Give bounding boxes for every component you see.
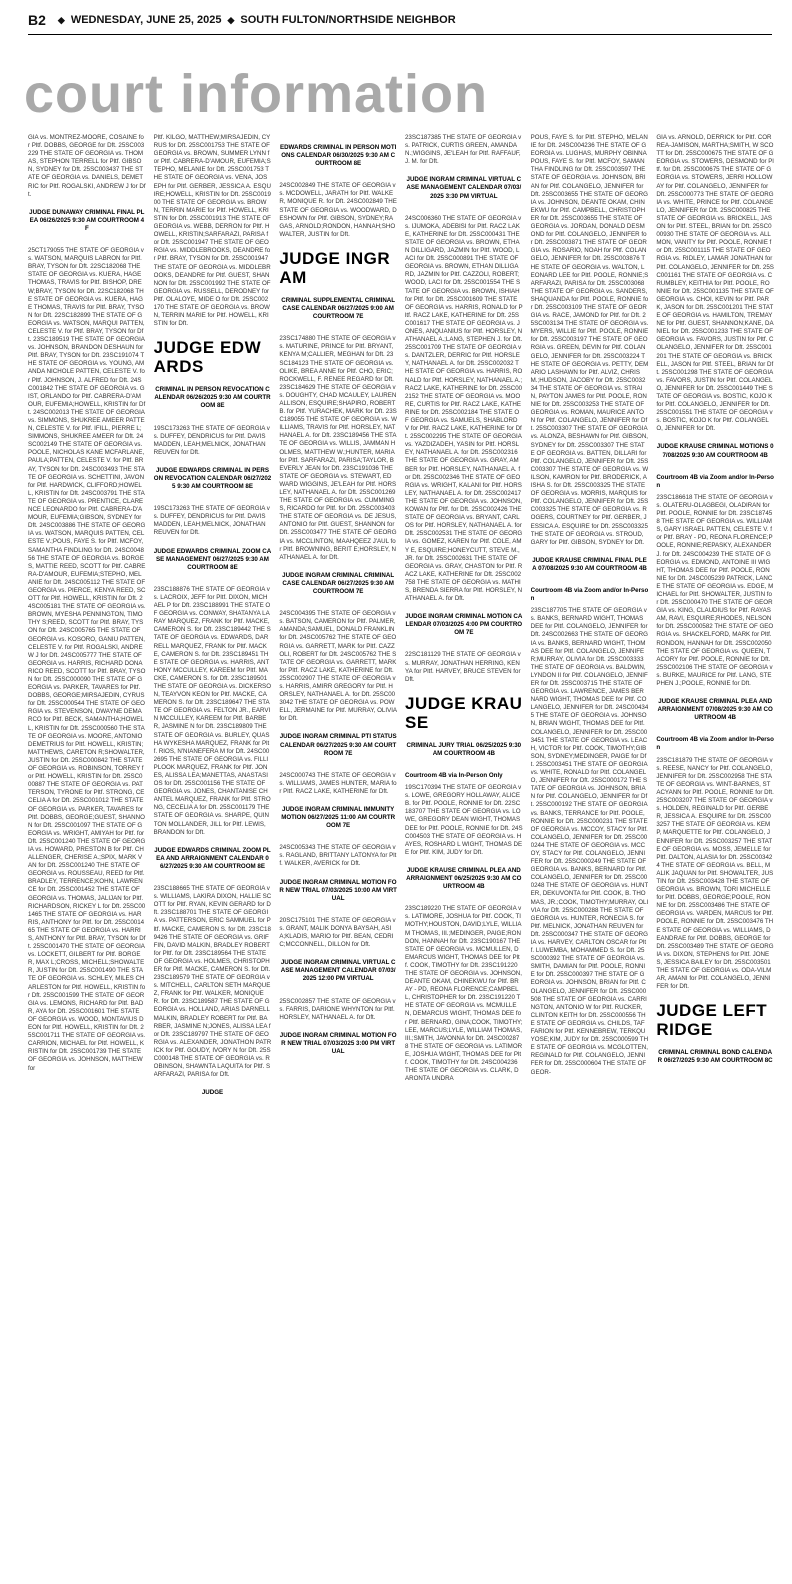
listing-text: GIA vs. ARNOLD, DERRICK for Pltf. CORREA-JAMISON, MARTHA;SMITH, W SCOTT for Dft. 25SC000675 THE STATE OF GEORGIA vs. STOWERS, DESMOND for Pltf. for Dft. 25SC000675 THE STATE OF GEORGIA vs. STOWERS, JERRI HOLLOWAY for Pltf. COLANGELO, JENNIFER for Dft. 25SC000773 THE STATE OF GEORGIA vs. WHITE, PRINCE for Pltf. COLANGELO, JENNIFER for Dft. 25SC000825 THE STATE OF GEORGIA vs. BRICKELL, JASON for Pltf. STEEL, BRIAN for Dft. 25SC000930 THE STATE OF GEORGIA vs. ALLMON, VANITY for Pltf. POOLE, RONNIE for Dft. 25SC001115 THE STATE OF GEORGIA vs. RIDLEY, LAMAR JONATHAN for Pltf. COLANGELO, JENNIFER for Dft. 25SC001161 THE STATE OF GEORGIA vs. CRUMBLEY, KEITHIA for Pltf. POOLE, RONNIE for Dft. 25SC001135 THE STATE OF GEORGIA vs. CHOI, KEVIN for Pltf. PARK, JASON for Dft. 25SC001201 THE STATE OF GEORGIA vs. HAMILTON, TREMAYNE for Pltf. GUEST, SHANNON;KANE, DANIEL for Dft. 25SC001233 THE STATE OF GEORGIA vs. FAVORS, JUSTIN for Pltf. COLANGELO, JENNIFER for Dft. 25SC001201 THE STATE OF GEORGIA vs. BRICKELL, JASON for Pltf. STEEL, BRIAN for Dft. 25SC001298 THE STATE OF GEORGIA vs. FAVORS, JUSTIN for Pltf. COLANGELO, JENNIFER for Dft. 25SC001449 THE STATE OF GEORGIA vs. BOSTIC, KOJO K for Pltf. COLANGELO, JENNIFER for Dft. 25SC001551 THE STATE OF GEORGIA vs. BOSTIC, KOJO K for Pltf. COLANGELO, JENNIFER for Dft. (656, 134, 774, 433)
calendar-heading: JUDGE (201, 1089, 224, 1097)
listing-text: 24SC005343 THE STATE OF GEORGIA vs. RAGLAND, BRITTANY LATONYA for Pltf. WALKER, AVERICK for Dft. (279, 844, 397, 868)
calendar-heading: CRIMINAL IN PERSON REVOCATION CALENDAR 06/26/2025 9:30 AM COURTROOM 8E (154, 386, 271, 410)
section-title: court information (24, 64, 488, 124)
calendar-heading: CRIMINAL JURY TRIAL 06/25/2025 9:30 AM COURTROOM 4B (406, 741, 522, 757)
listing-text: 20SC175101 THE STATE OF GEORGIA vs. GRANT, MALIK DONYA BAYSAH, ASIA;KLADIS, MARIO for Pltf. BEAN, CEDRIC;MCCONNELL, DILLON for Dft. (279, 916, 396, 949)
listing-text: GIA vs. MONTREZ-MOORE, COSAINE for Pltf. DOBBS, GEORGE for Dft. 25SC003229 THE STATE OF GEORGIA vs. THOMAS, STEPHON TERRELL for Pltf. GIBSON, SYDNEY for Dft. 25SC003437 THE STATE OF GEORGIA vs. DANIELS, DEMETRIC for Pltf. ROGALSKI, ANDREW J for Dft. (28, 134, 146, 198)
listing-text: Pltf. KILGO, MATTHEW;MIRSAJEDIN, CYRUS for Dft. 25SC001753 THE STATE OF GEORGIA vs. BROWN, SUMMER LYNN for Pltf. CABRERA-D'AMOUR, EUFEMIA;STEPHO, MELANIE for Dft. 25SC001753 THE STATE OF GEORGIA vs. VENA, JOSEPH for Pltf. GERBER, JESSICA A. ESQUIRE;HOWELL, KRISTIN for Dft. 25SC001900 THE STATE OF GEORGIA vs. BROWN, TERRIN MARIE for Pltf. HOWELL, KRISTIN for Dft. 25SC001913 THE STATE OF GEORGIA vs. WEBB, DERRON for Pltf. HOWELL, KRISTIN;SARFARAZI, PARISA for Dft. 25SC001947 THE STATE OF GEORGIA vs. MIDDLEBROOKS, DEANDRE for Pltf. BRAY, TYSON for Dft. 25SC001947 THE STATE OF GEORGIA vs. MIDDLEBROOKS, DEANDRE for Pltf. GUEST, SHANNON for Dft. 25SC001992 THE STATE OF GEORGIA vs. RUSSELL, DERODNEY for Pltf. OLALOYE, MIDE O for Dft. 25SC002170 THE STATE OF GEORGIA vs. BROWN, TERRIN MARIE for Pltf. HOWELL, KRISTIN for Dft. (153, 134, 271, 328)
calendar-heading: JUDGE EDWARDS CRIMINAL ZOOM CASE MANAGEMENT 06/27/2025 9:30 AM COURTROOM 8E (153, 547, 272, 571)
calendar-heading: JUDGE INGRAM CRIMINAL IMMUNITY MOTION 06/27/2025 11:00 AM COURTROOM 7E (281, 806, 396, 830)
column-2 (154, 134, 272, 1574)
calendar-heading: JUDGE INGRAM CRIMINAL CRIMINAL CASE CALENDAR 06/27/2025 9:30 AM COURTROOM 7E (282, 571, 395, 596)
calendar-heading: CRIMINAL CRIMINAL BOND CALENDAR 06/27/2025 9:30 AM COURTROOM 8C (657, 1049, 773, 1065)
listing-text: 24SC006360 THE STATE OF GEORGIA vs. IJUMOKA, ADEBISI for Pltf. RACZ LAKE, KATHERINE for Dft. 25SC000431 THE STATE OF GEORGIA vs. BROWN, ETHAN DILLIGARD, JAZMIN for Pltf. WOOD, LACI for Dft. 25SC000891 THE STATE OF GEORGIA vs. BROWN, ETHAN DILLIGARD, JAZMIN for Pltf. CAZZOLI, ROBERT;WOOD, LACI for Dft. 25SC001554 THE STATE OF GEORGIA vs. BROWN, ISHIAH for Pltf. for Dft. 25SC001609 THE STATE OF GEORGIA vs. HARRIS, RONALD for Pltf. RACZ LAKE, KATHERINE for Dft. 25SC001617 THE STATE OF GEORGIA vs. JONES, ANQUANIUS for Pltf. HORSLEY, NATHANAEL A.;LANG, STEPHEN J. for Dft. 25SC001709 THE STATE OF GEORGIA vs. DANTZLER, DERRIC for Pltf. HORSLEY, NATHANAEL A. for Dft. 25SC002032 THE STATE OF GEORGIA vs. HARRIS, RONALD for Pltf. HORSLEY, NATHANAEL A.;RACZ LAKE, KATHERINE for Dft. 25SC002152 THE STATE OF GEORGIA vs. MOORE, CURTIS for Pltf. RACZ LAKE, KATHERINE for Dft. 25SC002184 THE STATE OF GEORGIA vs. SAMUELS, SHABLORD V for Pltf. RACZ LAKE, KATHERINE for Dft. 25SC002295 THE STATE OF GEORGIA vs. YAZDIZADEH, YASIN for Pltf. HORSLEY, NATHANAEL A. for Dft. 25SC002316 THE STATE OF GEORGIA vs. GRAY, AMBER for Pltf. HORSLEY, NATHANAEL A. for Dft. 25SC002346 THE STATE OF GEORGIA vs. WRIGHT, KALANI for Pltf. HORSLEY, NATHANAEL A. for Dft. 25SC002417 THE STATE OF GEORGIA vs. JOHNSON, KOWAN for Pltf. for Dft. 25SC002426 THE STATE OF GEORGIA vs. BRYANT, CARLOS for Pltf. HORSLEY, NATHANAEL A. for Dft. 25SC002531 THE STATE OF GEORGIA vs. GOMEZ, KAREN for Pltf. COLE, AMY E, ESQUIRE;HONEYCUTT, STEVE M., JR. for Dft. 25SC002631 THE STATE OF GEORGIA vs. GRAY, CHASTON for Pltf. RACZ LAKE, KATHERINE for Dft. 25SC002758 THE STATE OF GEORGIA vs. MATHIS, BRENDA SIERRA for Pltf. HORSLEY, NATHANAEL A. for Dft. (404, 214, 523, 603)
calendar-heading: JUDGE KRAUSE CRIMINAL PLEA AND ARRAIGNMENT 06/25/2025 9:30 AM COURTROOM 4B (406, 866, 522, 891)
column-4 (405, 134, 523, 1574)
listing-text: 19SC173263 THE STATE OF GEORGIA vs. DUFFEY, DENDRICUS for Pltf. DAVIS MADDEN, LEAH;MELNICK, JONATHAN REUVEN for Dft. (153, 424, 270, 456)
judge-name: JUDGE EDWARDS (153, 338, 262, 377)
listing-text: 23SC186618 THE STATE OF GEORGIA vs. OLATERU-OLAGBEGI, OLADIRAN for Pltf. POOLE, RONNIE for Dft. 23SC187458 THE STATE OF GEORGIA vs. WILLIAMS, GARY ISRAEL PATTEN, CELESTE V. for Pltf. BRAY - PD, REONA FLORENCE;POOLE, RONNIE;REPASKY, ALEXANDER J. for Dft. 24SC004239 THE STATE OF GEORGIA vs. EDMOND, ANTOINE III WIGHT, THOMAS DEE for Pltf. POOLE, RONNIE for Dft. 24SC005239 PATRICK, LANCE THE STATE OF GEORGIA vs. EDGE, MICHAEL for Pltf. SHOWALTER, JUSTIN for Dft. 25SC000470 THE STATE OF GEORGIA vs. KING, CLAUDIUS for Pltf. RAYASAM, RAVI, ESQUIRE;RHODES, NELSON for Dft. 25SC000582 THE STATE OF GEORGIA vs. SHACKELFORD, MARK for Pltf. RONDON, HANNAH for Dft. 25SC002050 THE STATE OF GEORGIA vs. QUEEN, TACORY for Pltf. POOLE, RONNIE for Dft. 25SC002106 THE STATE OF GEORGIA vs. BURKE, MAURICE for Pltf. LANG, STEPHEN J.;POOLE, RONNIE for Dft. (656, 493, 774, 687)
calendar-heading: JUDGE INGRAM CRIMINAL MOTION FOR NEW TRIAL 07/03/2025 10:00 AM VIRTUAL (279, 878, 397, 902)
listing-text: 24SC004395 THE STATE OF GEORGIA vs. BATSON, CAMERON for Pltf. PALMER, AMANDA;SAMUEL, DONALD FRANKLIN for Dft. 24SC005762 THE STATE OF GEORGIA vs. GARRETT, MARK for Pltf. CAZZOLI, ROBERT for Dft. 24SC005762 THE STATE OF GEORGIA vs. GARRETT, MARK for Pltf. RACZ LAKE, KATHERINE for Dft. 25SC002907 THE STATE OF GEORGIA vs. HARRIS, AMIRR GREGORY for Pltf. HORSLEY, NATHANAEL A. for Dft. 25SC003042 THE STATE OF GEORGIA vs. POWELL, JERMAINE for Pltf. MURRAY, OLIVIA for Dft. (279, 610, 397, 723)
diamond-icon: ◆ (227, 14, 235, 25)
calendar-heading: JUDGE INGRAM CRIMINAL VIRTUAL CASE MANAGEMENT CALENDAR 07/03/2025 12:00 PM VIRTUAL (280, 959, 396, 983)
header-paper-name: SOUTH FULTON/NORTHSIDE NEIGHBOR (240, 14, 456, 26)
listing-text: 25SC002857 THE STATE OF GEORGIA vs. FARRIS, DARIONE WHYNTON for Pltf. HORSLEY, NATHANAEL A. for Dft. (279, 997, 396, 1021)
diamond-icon: ◆ (57, 14, 65, 25)
courtroom-note: Courtroom 4B via Zoom and/or In-Person (656, 473, 774, 489)
listing-text: 24SC002849 THE STATE OF GEORGIA vs. MCDOWELL, JARATH for Pltf. WALKER, MONIQUE R. for Dft. 24SC002849 THE STATE OF GEORGIA vs. WOODWARD, DESHOWN for Pltf. GIBSON, SYDNEY;RAGAS, ARNOLD;RONDON, HANNAH;SHOWALTER, JUSTIN for Dft. (279, 182, 397, 238)
calendar-heading: JUDGE EDWARDS CRIMINAL ZOOM PLEA AND ARRAIGNMENT CALENDAR 06/27/2025 9:30 AM COURTROOM 8E (154, 846, 271, 870)
listing-text: 23SC188876 THE STATE OF GEORGIA vs. LACROIX, JEFF for Pltf. DIXON, MICHAEL P for Dft. 23SC188991 THE STATE OF GEORGIA vs. CONWAY, SHATANYA LARAY MARQUEZ, FRANK for Pltf. MACKE, CAMERON S. for Dft. 23SC189442 THE STATE OF GEORGIA vs. EDWARDS, DARRELL MARQUEZ, FRANK for Pltf. MACKE, CAMERON S. for Dft. 23SC189451 THE STATE OF GEORGIA vs. HARRIS, ANTHONY MCCULLEY, KAREEM for Pltf. MACKE, CAMERON S. for Dft. 23SC189501 THE STATE OF GEORGIA vs. DICKERSON, TEAYVON KEON for Pltf. MACKE, CAMERON S. for Dft. 23SC189647 THE STATE OF GEORGIA vs. FELTON JR., EARVIN MCCULLEY, KAREEM for Pltf. BARBER, JASMINE N for Dft. 23SC189809 THE STATE OF GEORGIA vs. BURLEY, QUASHA WYKESHA MARQUEZ, FRANK for Pltf. RIOS, N'NIANEFERA M for Dft. 24SC002695 THE STATE OF GEORGIA vs. FILLIPLOOK MARQUEZ, FRANK for Pltf. JONES, ALISSA LEA;MANETTAS, ANASTASIOS for Dft. 25SC001156 THE STATE OF GEORGIA vs. JONES, CHANTANISE CHANTEL MARQUEZ, FRANK for Pltf. STRONG, CECELIA A for Dft. 25SC001179 THE STATE OF GEORGIA vs. SHARPE, QUINTON MOLLANDER, JILL for Pltf. LEWIS, BRANDON for Dft. (153, 585, 272, 836)
listing-text: 19SC170394 THE STATE OF GEORGIA vs. LOWE, GREGORY HOLLAWAY, ALICE B. for Pltf. POOLE, RONNIE for Dft. 22SC183707 THE STATE OF GEORGIA vs. LOWE, GREGORY DEAN WIGHT, THOMAS DEE for Pltf. POOLE, RONNIE for Dft. 24SC004503 THE STATE OF GEORGIA vs. HAYES, ROSHARD L WIGHT, THOMAS DEE for Pltf. KIM, JUDY for Dft. (404, 784, 523, 856)
listing-text: POUS, FAYE S. for Pltf. STEPHO, MELANIE for Dft. 24SC004236 THE STATE OF GEORGIA vs. LUGHAS, MURPHY OBINNA POUS, FAYE S. for Pltf. MCFOY, SAMANTHA FINDLING for Dft. 25SC003597 THE STATE OF GEORGIA vs. JOHNSON, BRIAN for Pltf. COLANGELO, JENNIFER for Dft. 25SC003655 THE STATE OF GEORGIA vs. JOHNSON, DEANTE OKAM, CHINEKWU for Pltf. CAMPBELL, CHRISTOPHER for Dft. 25SC003655 THE STATE OF GEORGIA vs. JORDAN, DONALD DESMOND for Pltf. COLANGELO, JENNIFER for Dft. 25SC003871 THE STATE OF GEORGIA vs. ROSARIO, NOAH for Pltf. COLANGELO, JENNIFER for Dft. 25SC003876 THE STATE OF GEORGIA vs. WALTON, LEONARD LEE for Pltf. POOLE, RONNIE;SARFARAZI, PARISA for Dft. 25SC003068 THE STATE OF GEORGIA vs. SANDERS, SHAQUANDA for Pltf. POOLE, RONNIE for Dft. 25SC003109 THE STATE OF GEORGIA vs. RACE, JAMOND for Pltf. for Dft. 25SC003134 THE STATE OF GEORGIA vs. MYERS, WILLIE for Pltf. POOLE, RONNIE for Dft. 25SC003197 THE STATE OF GEORGIA vs. GREEN, DEVIN for Pltf. COLANGELO, JENNIFER for Dft. 25SC003224 THE STATE OF GEORGIA vs. PETTY, DEMARIO LASHAWN for Pltf. ALVIZ, CHRIS M.;HUDSON, JACOBY for Dft. 25SC003234 THE STATE OF GEORGIA vs. STRAIN, PAYTON JAMES for Pltf. POOLE, RONNIE for Dft. 25SC003253 THE STATE OF GEORGIA vs. ROMAN, MAURICE ANTON for Pltf. COLANGELO, JENNIFER for Dft. 25SC003307 THE STATE OF GEORGIA vs. ALONZA, BESHAWN for Pltf. GIBSON, SYDNEY for Dft. 25SC003307 THE STATE OF GEORGIA vs. BATTEN, DILLARI for Pltf. COLANGELO, JENNIFER for Dft. 25SC003307 THE STATE OF GEORGIA vs. WILSON, KAMRON for Pltf. BRODERICK, AISHA S. for Dft. 25SC003325 THE STATE OF GEORGIA vs. MORRIS, MARQUIS for Pltf. COLANGELO, JENNIFER for Dft. 25SC003325 THE STATE OF GEORGIA vs. ROGERS, COURTNEY for Pltf. GERBER, JESSICA A. ESQUIRE for Dft. 25SC003325 THE STATE OF GEORGIA vs. STROUD, GARY for Pltf. GIBSON, SYDNEY for Dft. (530, 134, 649, 546)
courtroom-note: Courtroom 4B via In-Person Only (404, 772, 503, 779)
calendar-heading: EDWARDS CRIMINAL IN PERSON MOTIONS CALENDAR 06/30/2025 9:30 AM COURTROOM 8E (279, 144, 397, 168)
page-number: B2 (28, 12, 46, 28)
court-listings (28, 134, 774, 1574)
column-3 (279, 134, 397, 1574)
calendar-heading: JUDGE EDWARDS CRIMINAL IN PERSON REVOCATION CALENDAR 06/27/2025 9:30 AM COURTROOM 8E (153, 466, 272, 491)
listing-text: 25CT179055 THE STATE OF GEORGIA vs. WATSON, MARQUIS LABRON for Pltf. BRAY, TYSON for Dft. 22SC182068 THE STATE OF GEORGIA vs. KUERA, HAGE THOMAS, TRAVIS for Pltf. BISHOP, DREW;BRAY, TYSON for Dft. 22SC182068 THE STATE OF GEORGIA vs. KUERA, HAGE THOMAS, TRAVIS for Pltf. BRAY, TYSON for Dft. 22SC182899 THE STATE OF GEORGIA vs. WATSON, MARQUI PATTEN, CELESTE V. for Pltf. BRAY, TYSON for Dft. 23SC189519 THE STATE OF GEORGIA vs. JOHNSON, BRANDON DESHAUN for Pltf. BRAY, TYSON for Dft. 23SC191074 THE STATE OF GEORGIA vs. YOUNG, AMANDA NICHOLE PATTEN, CELESTE V. for Pltf. JOHNSON, J. ALFRED for Dft. 24SC001842 THE STATE OF GEORGIA vs. GIST, ORLANDO for Pltf. CABRERA-D'AMOUR, EUFEMIA;HOWELL, KRISTIN for Dft. 24SC002013 THE STATE OF GEORGIA vs. SIMMONS, SHUKREE AMEER PATTEN, CELESTE V. for Pltf. IFILL, PIERRE L;SIMMONS, SHUKREE AMEER for Dft. 24SC002149 THE STATE OF GEORGIA vs. POOLE, NICHOLAS KANE MCFARLANE, PAULA;PATTEN, CELESTE V. for Pltf. BRAY, TYSON for Dft. 24SC003493 THE STATE OF GEORGIA vs. SCHETTINI, JAVON for Pltf. HARDWICK, CLIFFORD;HOWELL, KRISTIN for Dft. 24SC003791 THE STATE OF GEORGIA vs. PRENTICE, CLARENCE LEONARDO for Pltf. CABRERA-D'AMOUR, EUFEMIA;GIBSON, SYDNEY for Dft. 24SC003886 THE STATE OF GEORGIA vs. WATSON, MARQUIS PATTEN, CELESTE V.;POUS, FAYE S. for Pltf. MCFOY, SAMANTHA FINDLING for Dft. 24SC004856 THE STATE OF GEORGIA vs. BORGES, MATTIE REED, SCOTT for Pltf. CABRERA-D'AMOUR, EUFEMIA;STEPHO, MELANIE for Dft. 24SC005112 THE STATE OF GEORGIA vs. PIERCE, KENYA REED, SCOTT for Pltf. HOWELL, KRISTIN for Dft. 24SC005181 THE STATE OF GEORGIA vs. BROWN, MYESHA PENNINGTON, TIMOTHY S;REED, SCOTT for Pltf. BRAY, TYSON for Dft. 24SC005765 THE STATE OF GEORGIA vs. KOSORO, GANIU PATTEN, CELESTE V. for Pltf. ROGALSKI, ANDREW J for Dft. 24SC005777 THE STATE OF GEORGIA vs. HARRIS, RICHARD DONARICO REED, SCOTT for Pltf. BRAY, TYSON for Dft. 25SC000090 THE STATE OF GEORGIA vs. PARKER, TAVARES for Pltf. DOBBS, GEORGE;MIRSAJEDIN, CYRUS for Dft. 25SC000544 THE STATE OF GEORGIA vs. STEVENSON, DWAYNE DEMARCO for Pltf. BECK, SAMANTHA;HOWELL, KRISTIN for Dft. 25SC000560 THE STATE OF GEORGIA vs. MOORE, ANTONIO DEMETRIUS for Pltf. HOWELL, KRISTIN;MATTHEWS, CARETON R;SHOWALTER, JUSTIN for Dft. 25SC000842 THE STATE OF GEORGIA vs. ROBINSON, TORREY for Pltf. HOWELL, KRISTIN for Dft. 25SC000887 THE STATE OF GEORGIA vs. PATTERSON, TYRONE for Pltf. STRONG, CECELIA A for Dft. 25SC001012 THE STATE OF GEORGIA vs. PARKER, TAVARES for Pltf. DOBBS, GEORGE;GUEST, SHANNON for Dft. 25SC001097 THE STATE OF GEORGIA vs. WRIGHT, AMIYAH for Pltf. for Dft. 25SC001240 THE STATE OF GEORGIA vs. HOWARD, PRESTON B for Pltf. CHALLENGER, CHERISE A.;SPIX, MARK VAN for Dft. 25SC001240 THE STATE OF GEORGIA vs. ROUSSEAU, REED for Pltf. BRADLEY, TERRENCE;KOHN, LAWRENCE for Dft. 25SC001452 THE STATE OF GEORGIA vs. THOMAS, JALIJAN for Pltf. RICHARDSON, RICKEY L for Dft. 25SC001465 THE STATE OF GEORGIA vs. HARRIS, ANTHONY for Pltf. for Dft. 25SC001465 THE STATE OF GEORGIA vs. HARRIS, ANTHONY for Pltf. BRAY, TYSON for Dft. 25SC001470 THE STATE OF GEORGIA vs. LOCKETT, GILBERT for Pltf. BORGER, MAX L;CROSS, MICHELL;SHOWALTER, JUSTIN for Dft. 25SC001490 THE STATE OF GEORGIA vs. SCHLEY, MILES CHARLESTON for Pltf. HOWELL, KRISTIN for Dft. 25SC001599 THE STATE OF GEORGIA vs. LEMONS, RICHARD for Pltf. BADR, AYA for Dft. 25SC001601 THE STATE OF GEORGIA vs. WOOD, MONTAVIUS DEON for Pltf. HOWELL, KRISTIN for Dft. 25SC001711 THE STATE OF GEORGIA vs. CARRION, MICHAEL for Pltf. HOWELL, KRISTIN for Dft. 25SC001739 THE STATE OF GEORGIA vs. JOHNSON, MATTHEW for (28, 247, 146, 1072)
listing-text: 23SC181879 THE STATE OF GEORGIA vs. REESE, NANCY for Pltf. COLANGELO, JENNIFER for Dft. 25SC002958 THE STATE OF GEORGIA vs. WINT-BARNES, STACYANN for Pltf. POOLE, RONNIE for Dft. 25SC003207 THE STATE OF GEORGIA vs. HOLDEN, REGINALD for Pltf. GERBER, JESSICA A. ESQUIRE for Dft. 25SC003257 THE STATE OF GEORGIA vs. KEMP, MARQUETTE for Pltf. COLANGELO, JENNIFER for Dft. 25SC003257 THE STATE OF GEORGIA vs. MOSS, JEMELLE for Pltf. DALTON, ALASIA for Dft. 25SC003424 THE STATE OF GEORGIA vs. BELL, MALIK JAQUAN for Pltf. SHOWALTER, JUSTIN for Dft. 25SC003428 THE STATE OF GEORGIA vs. BROWN, TORI MICHELLE for Pltf. DOBBS, GEORGE;POOLE, RONNIE for Dft. 25SC003486 THE STATE OF GEORGIA vs. VARDEN, MARCUS for Pltf. POOLE, RONNIE for Dft. 25SC003476 THE STATE OF GEORGIA vs. WILLIAMS, DEANDRAE for Pltf. DOBBS, GEORGE for Dft. 25SC003489 THE STATE OF GEORGIA vs. DIXON, STEPHENS for Pltf. JONES, JESSICA BAILEY for Dft. 25SC003501 THE STATE OF GEORGIA vs. ODA-VILMAR, AMANI for Pltf. COLANGELO, JENNIFER for Dft. (656, 756, 774, 991)
calendar-heading: JUDGE INGRAM CRIMINAL PTI STATUS CALENDAR 06/27/2025 9:30 AM COURTROOM 7E (279, 733, 397, 757)
listing-text: 23SC187385 THE STATE OF GEORGIA vs. PATRICK, CURTIS GREEN, AMANDA N.;WIGGINS, JE'LEAH for Pltf. RAFFAUF, J. M. for Dft. (404, 134, 522, 166)
calendar-heading: JUDGE KRAUSE CRIMINAL MOTIONS 07/08/2025 9:30 AM COURTROOM 4B (656, 443, 774, 459)
listing-text: 24SC000743 THE STATE OF GEORGIA vs. WILLIAMS, JAMES HUNTER, MARIA for Pltf. RACZ LAKE, KATHERINE for Dft. (279, 771, 397, 795)
judge-name: JUDGE LEFTRIDGE (656, 1001, 768, 1040)
calendar-heading: JUDGE KRAUSE CRIMINAL FINAL PLEA 07/08/2025 9:30 AM COURTROOM 4B (532, 556, 647, 572)
listing-text: 23SC174880 THE STATE OF GEORGIA vs. MATURINE, PRINCE for Pltf. BRYANT, KENYA M;CALLIER, MEGHAN for Dft. 23SC184123 THE STATE OF GEORGIA vs. OLIKE, BREA ANNE for Pltf. CHO, ERIC;ROCKWELL, F. RENEE REGARD for Dft. 23SC184629 THE STATE OF GEORGIA vs. DOUGHTY, CHAD MCAULEY, LAUREN ALLISON, ESQUIRE;SHAPIRO, ROBERT B. for Pltf. YURACHEK, MARK for Dft. 23SC189055 THE STATE OF GEORGIA vs. WILLIAMS, TRAVIS for Pltf. HORSLEY, NATHANAEL A. for Dft. 23SC189456 THE STATE OF GEORGIA vs. WILLIS, JAMMAN HOLMES, MATTHEW W.;HUNTER, MARIA for Pltf. SARFARAZI, PARISA;TAYLOR, BEVERLY JEAN for Dft. 23SC191036 THE STATE OF GEORGIA vs. STEWART, EDWARD WIGGINS, JE'LEAH for Pltf. HORSLEY, NATHANAEL A. for Dft. 25SC001269 THE STATE OF GEORGIA vs. CUMMINGS, RICARDO for Pltf. for Dft. 25SC003403 THE STATE OF GEORGIA vs. DE JESUS, ANTONIO for Pltf. GUEST, SHANNON for Dft. 25SC003477 THE STATE OF GEORGIA vs. MCCLINTON, MAAHQEEZ J'AUL for Pltf. BROWNING, BERIT E;HORSLEY, NATHANAEL A. for Dft. (279, 335, 397, 561)
courtroom-note: Courtroom 4B via Zoom and/or In-Person (656, 736, 774, 752)
calendar-heading: JUDGE INGRAM CRIMINAL MOTION CALENDAR 07/03/2025 4:00 PM COURTROOM 7E (405, 613, 523, 637)
judge-name: JUDGE KRAUSE (404, 693, 523, 732)
judge-name: JUDGE INGRAM (279, 248, 391, 287)
listing-text: 23SC188665 THE STATE OF GEORGIA vs. WILLIAMS, LAKIRA DIXON, HALLIE SCOTT for Pltf. RYAN, KEVIN GERARD for Dft. 23SC188701 THE STATE OF GEORGIA vs. PATTERSON, ERIC SAMMUEL for Pltf. MACKE, CAMERON S. for Dft. 23SC189426 THE STATE OF GEORGIA vs. GRIFFIN, DAVID MALKIN, BRADLEY ROBERT for Pltf. for Dft. 23SC189564 THE STATE OF GEORGIA vs. HOLMES, CHRISTOPHER for Pltf. MACKE, CAMERON S. for Dft. 23SC189579 THE STATE OF GEORGIA vs. MITCHELL, CARLTON SETH MARQUEZ, FRANK for Pltf. WALKER, MONIQUE R. for Dft. 23SC189587 THE STATE OF GEORGIA vs. HOLLAND, ARIAS DARNELL MALKIN, BRADLEY ROBERT for Pltf. BARBER, JASMINE N;JONES, ALISSA LEA for Dft. 23SC189797 THE STATE OF GEORGIA vs. ALEXANDER, JONATHON PATRICK for Pltf. GOUDY, IVORY N for Dft. 25SC000148 THE STATE OF GEORGIA vs. ROBINSON, SHAWNTA LAQUITA for Pltf. SARFARAZI, PARISA for Dft. (153, 885, 272, 1079)
listing-text: 23SC187705 THE STATE OF GEORGIA vs. BANKS, BERNARD WIGHT, THOMAS DEE for Pltf. COLANGELO, JENNIFER for Dft. 24SC002663 THE STATE OF GEORGIA vs. BANKS, BERNARD WIGHT, THOMAS DEE for Pltf. COLANGELO, JENNIFER;MURRAY, OLIVIA for Dft. 25SC003333 THE STATE OF GEORGIA vs. BALDWIN, LYNDON II for Pltf. COLANGELO, JENNIFER for Dft. 25SC003715 THE STATE OF GEORGIA vs. LAWRENCE, JAMES BERNARD WIGHT, THOMAS DEE for Pltf. COLANGELO, JENNIFER for Dft. 24SC004345 THE STATE OF GEORGIA vs. JOHNSON, BRIAN WIGHT, THOMAS DEE for Pltf. COLANGELO, JENNIFER for Dft. 25SC003451 THE STATE OF GEORGIA vs. LEACH, VICTOR for Pltf. COOK, TIMOTHY;GIBSON, SYDNEY;MEDINGER, PAIGE for Dft. 25SC003451 THE STATE OF GEORGIA vs. WHITE, RONALD for Pltf. COLANGELO, JENNIFER for Dft. 25SC000172 THE STATE OF GEORGIA vs. JOHNSON, BRIAN for Pltf. COLANGELO, JENNIFER for Dft. 25SC000192 THE STATE OF GEORGIA vs. BANKS, TERRANCE for Pltf. POOLE, RONNIE for Dft. 25SC000231 THE STATE OF GEORGIA vs. MCCOY, STACY for Pltf. COLANGELO, JENNIFER for Dft. 25SC000244 THE STATE OF GEORGIA vs. MCCOY, STACY for Pltf. COLANGELO, JENNIFER for Dft. 25SC000249 THE STATE OF GEORGIA vs. BANKS, BERNARD for Pltf. COLANGELO, JENNIFER for Dft. 25SC000248 THE STATE OF GEORGIA vs. HUNTER, DEKUVONTA for Pltf. COOK, B. THOMAS, JR.;COOK, TIMOTHY;MURRAY, OLIVIA for Dft. 25SC000288 THE STATE OF GEORGIA vs. HUNTER, RONECIA S. for Pltf. MELNICK, JONATHAN REUVEN for Dft. 25SC000347 THE STATE OF GEORGIA vs. HARVEY, CARLTON OSCAR for Pltf. LUWEMBA, MOHAMMED S. for Dft. 25SC000392 THE STATE OF GEORGIA vs. SMITH, DAMIAN for Pltf. POOLE, RONNIE for Dft. 25SC000397 THE STATE OF GEORGIA vs. JOHNSON, BRIAN for Pltf. COLANGELO, JENNIFER for Dft. 25SC000508 THE STATE OF GEORGIA vs. CARRINGTON, ANTONIO W for Pltf. RUCKER, CLINTON KEITH for Dft. 25SC000556 THE STATE OF GEORGIA vs. CHILDS, TAFFARION for Pltf. KENNEBREW, TERKQUYOSE;KIM, JUDY for Dft. 25SC000599 THE STATE OF GEORGIA vs. MCGLOTTEN, REGINALD for Pltf. COLANGELO, JENNIFER for Dft. 25SC000604 THE STATE OF GEOR- (530, 607, 649, 1076)
calendar-heading: JUDGE INGRAM CRIMINAL MOTION FOR NEW TRIAL 07/03/2025 3:00 PM VIRTUAL (279, 1031, 397, 1055)
courtroom-note: Courtroom 4B via Zoom and/or In-Person (530, 586, 649, 603)
column-1 (28, 134, 146, 1574)
calendar-heading: CRIMINAL SUPPLEMENTAL CRIMINAL CASE CALENDAR 06/27/2025 9:00 AM COURTROOM 7E (281, 296, 396, 321)
header-date: WEDNESDAY, JUNE 25, 2025 (70, 14, 222, 26)
listing-text: 22SC181129 THE STATE OF GEORGIA vs. MURRAY, JONATHAN HERRING, KENYA for Pltf. HARVEY, BRUCE STEVEN for Dft. (404, 651, 521, 683)
calendar-heading: JUDGE INGRAM CRIMINAL VIRTUAL CASE MANAGEMENT CALENDAR 07/03/2025 3:30 PM VIRTUAL (406, 176, 522, 200)
calendar-heading: JUDGE KRAUSE CRIMINAL PLEA AND ARRAIGNMENT 07/08/2025 9:30 AM COURTROOM 4B (657, 698, 773, 722)
calendar-heading: JUDGE DUNAWAY CRIMINAL FINAL PLEA 06/26/2025 9:30 AM COURTROOM 4F (29, 208, 145, 232)
column-6 (656, 134, 774, 1574)
column-5 (531, 134, 649, 1574)
listing-text: 19SC173263 THE STATE OF GEORGIA vs. DUFFEY, DENDRICUS for Pltf. DAVIS MADDEN, LEAH;MELNICK, JONATHAN REUVEN for Dft. (153, 505, 270, 537)
page-header (28, 6, 772, 35)
listing-text: 23SC189220 THE STATE OF GEORGIA vs. LATIMORE, JOSHUA for Pltf. COOK, TIMOTHY;HOUSTON, DAVID;LYLE, WILLIAM THOMAS, III.;MEDINGER, PAIGE;RONDON, HANNAH for Dft. 23SC190167 THE STATE OF GEORGIA vs. MCMULLEN, DEMARCUS WIGHT, THOMAS DEE for Pltf. COOK, TIMOTHY for Dft. 23SC191220 THE STATE OF GEORGIA vs. JOHNSON, DEANTE OKAM, CHINEKWU for Pltf. BRAY - PD, REONA FLORENCE;CAMPBELL, CHRISTOPHER for Dft. 23SC191220 THE STATE OF GEORGIA vs. MCMULLEN, DEMARCUS WIGHT, THOMAS DEE for Pltf. BERNARD, GINA;COOK, TIMOTHY;LEE, MARCUS;LYLE, WILLIAM THOMAS, III.;SMITH, JAVONNA for Dft. 24SC002878 THE STATE OF GEORGIA vs. LATIMORE, JOSHUA WIGHT, THOMAS DEE for Pltf. COOK, TIMOTHY for Dft. 24SC004236 THE STATE OF GEORGIA vs. CLARK, DARONTA UNDRA (404, 905, 523, 1083)
